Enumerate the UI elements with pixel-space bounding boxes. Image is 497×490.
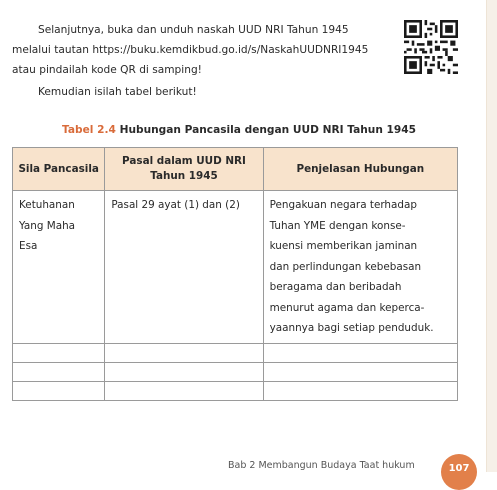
empty-cell[interactable]	[13, 343, 105, 362]
empty-cell[interactable]	[13, 381, 105, 400]
page-number-badge: 107	[441, 454, 477, 490]
cell-penjelasan	[263, 191, 457, 344]
cell-line: kuensi memberikan jaminan	[269, 240, 418, 252]
table-row-empty	[13, 362, 458, 381]
cell-line: Yang Maha	[19, 219, 76, 232]
header-sila: Sila Pancasila	[13, 148, 105, 191]
chapter-footer: Bab 2 Membangun Budaya Taat hukum	[228, 460, 415, 471]
intro-paragraph	[12, 20, 397, 80]
intro-line-link: melalui tautan https://buku.kemdikbud.go.id/s/NaskahUUDNRI1945	[12, 44, 369, 56]
cell-line: menurut agama dan keperca-	[269, 301, 425, 314]
cell-line: Pengakuan negara terhadap	[269, 199, 417, 211]
cell-sila	[13, 191, 105, 344]
pancasila-table	[12, 147, 458, 401]
cell-line: Tuhan YME dengan konse-	[269, 219, 406, 232]
intro-line: atau pindailah kode QR di samping!	[12, 64, 202, 76]
cell-line: Esa	[19, 240, 38, 252]
cell-pasal: Pasal 29 ayat (1) dan (2)	[105, 191, 263, 344]
empty-cell[interactable]	[263, 381, 457, 400]
table-caption	[62, 124, 416, 136]
table-number: Tabel 2.4	[62, 124, 116, 136]
table-row	[13, 191, 458, 344]
table-row-empty	[13, 381, 458, 400]
empty-cell[interactable]	[105, 381, 263, 400]
table-title: Hubungan Pancasila dengan UUD NRI Tahun 1945	[119, 124, 417, 136]
table-row-empty	[13, 343, 458, 362]
header-penjelasan: Penjelasan Hubungan	[263, 148, 457, 191]
instruction-text: Kemudian isilah tabel berikut!	[38, 86, 197, 98]
empty-cell[interactable]	[263, 343, 457, 362]
empty-cell[interactable]	[105, 362, 263, 381]
empty-cell[interactable]	[13, 362, 105, 381]
qr-code-icon	[404, 20, 458, 74]
header-pasal: Pasal dalam UUD NRI Tahun 1945	[105, 148, 263, 191]
cell-line: beragama dan beribadah	[269, 281, 402, 293]
page-edge	[486, 0, 497, 472]
table-header-row	[13, 148, 458, 191]
empty-cell[interactable]	[263, 362, 457, 381]
cell-line: Ketuhanan	[19, 199, 75, 211]
cell-line: yaannya bagi setiap penduduk.	[269, 322, 434, 334]
empty-cell[interactable]	[105, 343, 263, 362]
intro-line: Selanjutnya, buka dan unduh naskah UUD NRI Tahun 1945	[38, 24, 349, 36]
cell-line: dan perlindungan kebebasan	[269, 260, 422, 273]
